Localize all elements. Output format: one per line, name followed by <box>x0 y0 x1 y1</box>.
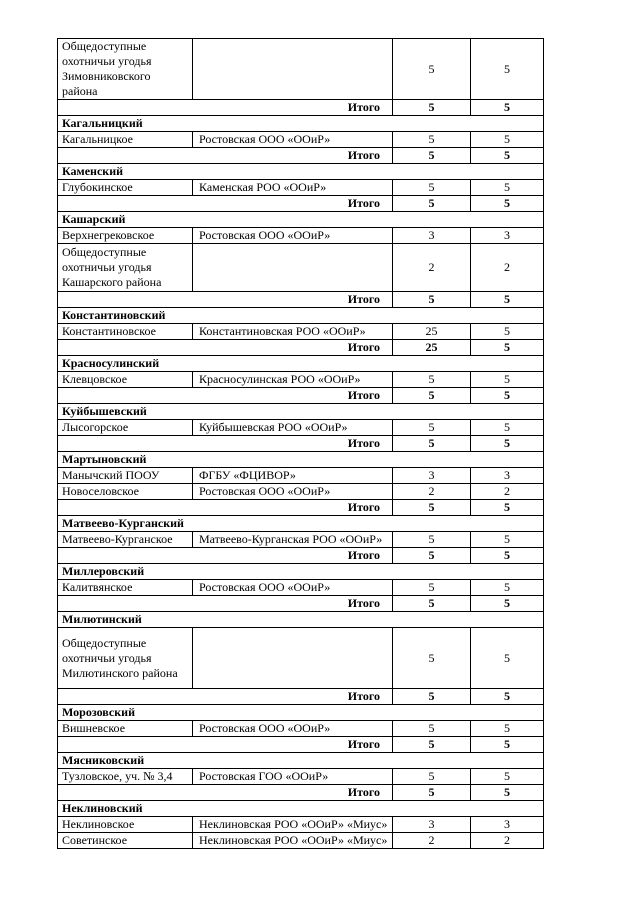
table-row <box>58 769 544 785</box>
total-value-a: 5 <box>393 100 471 116</box>
value-a: 2 <box>393 484 471 500</box>
total-value-a: 5 <box>393 785 471 801</box>
district-header-row <box>58 452 544 468</box>
total-value-a: 5 <box>393 196 471 212</box>
total-label: Итого <box>58 148 393 164</box>
district-name: Константиновский <box>58 308 544 324</box>
district-name: Милютинский <box>58 612 544 628</box>
district-name: Мартыновский <box>58 452 544 468</box>
district-name: Матвеево-Курганский <box>58 516 544 532</box>
value-b: 5 <box>471 180 544 196</box>
total-value-b: 5 <box>471 148 544 164</box>
table-body <box>58 39 544 849</box>
ground-name: Клевцовское <box>58 372 193 388</box>
total-value-b: 5 <box>471 548 544 564</box>
organization: Ростовская ООО «ООиР» <box>193 228 393 244</box>
value-a: 3 <box>393 468 471 484</box>
total-value-a: 5 <box>393 500 471 516</box>
total-value-a: 5 <box>393 148 471 164</box>
total-row <box>58 737 544 753</box>
ground-name: Общедоступные охотничьи угодья Милютинского района <box>58 628 193 689</box>
ground-name: Общедоступные охотничьи угодья Кашарского района <box>58 244 193 292</box>
organization <box>193 628 393 689</box>
value-a: 5 <box>393 372 471 388</box>
total-value-b: 5 <box>471 596 544 612</box>
value-b: 3 <box>471 817 544 833</box>
ground-name: Верхнегрековское <box>58 228 193 244</box>
table-row <box>58 817 544 833</box>
total-value-b: 5 <box>471 100 544 116</box>
district-name: Миллеровский <box>58 564 544 580</box>
total-row <box>58 196 544 212</box>
district-header-row <box>58 705 544 721</box>
district-header-row <box>58 308 544 324</box>
total-row <box>58 100 544 116</box>
district-header-row <box>58 212 544 228</box>
organization <box>193 244 393 292</box>
total-value-b: 5 <box>471 388 544 404</box>
value-a: 5 <box>393 721 471 737</box>
organization: Ростовская ООО «ООиР» <box>193 721 393 737</box>
value-a: 3 <box>393 228 471 244</box>
value-a: 3 <box>393 817 471 833</box>
total-label: Итого <box>58 436 393 452</box>
ground-name: Калитвянское <box>58 580 193 596</box>
value-b: 5 <box>471 532 544 548</box>
table-row <box>58 532 544 548</box>
district-name: Мясниковский <box>58 753 544 769</box>
total-label: Итого <box>58 388 393 404</box>
value-b: 2 <box>471 833 544 849</box>
district-name: Каменский <box>58 164 544 180</box>
district-header-row <box>58 564 544 580</box>
total-value-a: 25 <box>393 340 471 356</box>
ground-name: Манычский ПООУ <box>58 468 193 484</box>
district-name: Куйбышевский <box>58 404 544 420</box>
value-a: 5 <box>393 180 471 196</box>
organization: Неклиновская РОО «ООиР» «Миус» <box>193 833 393 849</box>
value-a: 5 <box>393 132 471 148</box>
organization: Неклиновская РОО «ООиР» «Миус» <box>193 817 393 833</box>
total-row <box>58 292 544 308</box>
district-header-row <box>58 116 544 132</box>
ground-name: Лысогорское <box>58 420 193 436</box>
table-row <box>58 628 544 689</box>
organization: Ростовская ООО «ООиР» <box>193 580 393 596</box>
ground-name: Тузловское, уч. № 3,4 <box>58 769 193 785</box>
district-header-row <box>58 801 544 817</box>
value-b: 2 <box>471 484 544 500</box>
table-row <box>58 484 544 500</box>
district-name: Неклиновский <box>58 801 544 817</box>
district-header-row <box>58 612 544 628</box>
table-row <box>58 244 544 292</box>
total-row <box>58 596 544 612</box>
organization: ФГБУ «ФЦИВОР» <box>193 468 393 484</box>
table-row <box>58 833 544 849</box>
district-header-row <box>58 516 544 532</box>
table-row <box>58 324 544 340</box>
value-b: 2 <box>471 244 544 292</box>
hunting-grounds-table <box>57 38 544 849</box>
total-label: Итого <box>58 785 393 801</box>
organization: Константиновская РОО «ООиР» <box>193 324 393 340</box>
ground-name: Кагальницкое <box>58 132 193 148</box>
table-row <box>58 39 544 100</box>
value-b: 5 <box>471 420 544 436</box>
table-row <box>58 180 544 196</box>
ground-name: Глубокинское <box>58 180 193 196</box>
total-label: Итого <box>58 737 393 753</box>
total-row <box>58 436 544 452</box>
ground-name: Новоселовское <box>58 484 193 500</box>
value-b: 3 <box>471 228 544 244</box>
value-b: 5 <box>471 769 544 785</box>
total-row <box>58 689 544 705</box>
district-name: Красносулинский <box>58 356 544 372</box>
total-value-a: 5 <box>393 737 471 753</box>
total-value-a: 5 <box>393 548 471 564</box>
total-value-a: 5 <box>393 388 471 404</box>
value-b: 5 <box>471 372 544 388</box>
ground-name: Матвеево-Курганское <box>58 532 193 548</box>
organization: Ростовская ООО «ООиР» <box>193 132 393 148</box>
total-value-b: 5 <box>471 689 544 705</box>
ground-name: Неклиновское <box>58 817 193 833</box>
total-value-a: 5 <box>393 436 471 452</box>
value-a: 2 <box>393 244 471 292</box>
organization <box>193 39 393 100</box>
organization: Ростовская ГОО «ООиР» <box>193 769 393 785</box>
district-name: Кашарский <box>58 212 544 228</box>
table-row <box>58 420 544 436</box>
total-label: Итого <box>58 100 393 116</box>
table-row <box>58 721 544 737</box>
total-row <box>58 340 544 356</box>
total-label: Итого <box>58 689 393 705</box>
total-value-b: 5 <box>471 292 544 308</box>
total-label: Итого <box>58 596 393 612</box>
total-label: Итого <box>58 548 393 564</box>
value-a: 5 <box>393 580 471 596</box>
value-b: 5 <box>471 580 544 596</box>
value-a: 5 <box>393 769 471 785</box>
ground-name: Советинское <box>58 833 193 849</box>
value-a: 5 <box>393 420 471 436</box>
value-b: 5 <box>471 324 544 340</box>
total-value-b: 5 <box>471 340 544 356</box>
district-header-row <box>58 356 544 372</box>
value-b: 5 <box>471 721 544 737</box>
total-value-a: 5 <box>393 596 471 612</box>
total-row <box>58 785 544 801</box>
ground-name: Общедоступные охотничьи угодья Зимовниковского района <box>58 39 193 100</box>
total-label: Итого <box>58 196 393 212</box>
district-header-row <box>58 404 544 420</box>
organization: Куйбышевская РОО «ООиР» <box>193 420 393 436</box>
organization: Матвеево-Курганская РОО «ООиР» <box>193 532 393 548</box>
total-value-a: 5 <box>393 292 471 308</box>
district-name: Морозовский <box>58 705 544 721</box>
table-row <box>58 580 544 596</box>
table-row <box>58 468 544 484</box>
value-a: 5 <box>393 628 471 689</box>
value-b: 5 <box>471 39 544 100</box>
organization: Красносулинская РОО «ООиР» <box>193 372 393 388</box>
value-b: 3 <box>471 468 544 484</box>
table-row <box>58 228 544 244</box>
total-row <box>58 148 544 164</box>
total-row <box>58 500 544 516</box>
value-a: 25 <box>393 324 471 340</box>
total-value-b: 5 <box>471 196 544 212</box>
table-row <box>58 372 544 388</box>
total-value-b: 5 <box>471 436 544 452</box>
organization: Ростовская ООО «ООиР» <box>193 484 393 500</box>
district-name: Кагальницкий <box>58 116 544 132</box>
district-header-row <box>58 164 544 180</box>
total-label: Итого <box>58 340 393 356</box>
total-label: Итого <box>58 500 393 516</box>
total-row <box>58 388 544 404</box>
value-a: 2 <box>393 833 471 849</box>
ground-name: Константиновское <box>58 324 193 340</box>
value-b: 5 <box>471 628 544 689</box>
total-value-b: 5 <box>471 737 544 753</box>
total-value-b: 5 <box>471 785 544 801</box>
total-label: Итого <box>58 292 393 308</box>
value-a: 5 <box>393 39 471 100</box>
value-a: 5 <box>393 532 471 548</box>
value-b: 5 <box>471 132 544 148</box>
organization: Каменская РОО «ООиР» <box>193 180 393 196</box>
ground-name: Вишневское <box>58 721 193 737</box>
district-header-row <box>58 753 544 769</box>
total-row <box>58 548 544 564</box>
total-value-a: 5 <box>393 689 471 705</box>
total-value-b: 5 <box>471 500 544 516</box>
table-row <box>58 132 544 148</box>
